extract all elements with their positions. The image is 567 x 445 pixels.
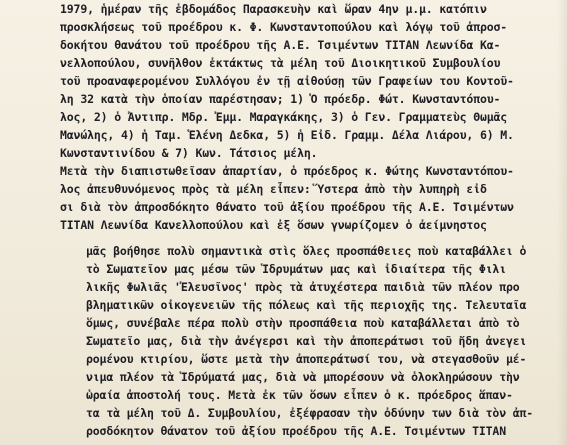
text-line: ΤΙΤΑΝ Λεωνίδα Κανελλοπούλου καὶ ἐξ ὅσων γνωρίζομεν ὁ ἀείμνηστος xyxy=(60,218,487,232)
text-line: λη 32 κατὰ τὴν ὁποίαν παρέστησαν; 1) Ὁ πρόεδρ. Φώτ. Κωνσταντόπου- xyxy=(60,92,501,106)
text-line: Σωματεῖο μας, διὰ τὴν ἀνέγερσι καὶ τὴν ἀποπεράτωσι τοῦ ἤδη ἀνεγει xyxy=(86,334,527,348)
text-line: Μανώλης, 4) ἡ Ταμ. Ἑλένη Δεδκα, 5) ἡ Εἰδ. Γραμμ. Δέλα Λιάρου, 6) Μ. xyxy=(60,128,514,142)
text-line: βληματικῶν οἰκογενειῶν τῆς πόλεως καὶ τῆς περιοχῆς της. Τελευταῖα xyxy=(86,298,527,312)
text-line: 1979, ἡμέραν τῆς ἑβδομάδος Παρασκευὴν καὶ ὥραν 4ην μ.μ. κατόπιν xyxy=(60,2,487,16)
text-line: ὅμως, συνέβαλε πέρα πολὺ στὴν προσπάθεια ποὺ καταβάλλεται ἀπὸ τὸ xyxy=(86,316,520,330)
text-line: ὡραία ἀποστολή τους. Μετὰ ἐκ τῶν ὅσων εἶπεν ὁ κ. πρόεδρος ἅπαν- xyxy=(86,388,513,402)
text-line: λος, 2) ὁ Ἀντιπρ. Μδρ. Ἐμμ. Μαραγκάκης, 3) ὁ Γεν. Γραμματεὺς Θωμᾶς xyxy=(60,110,508,124)
text-line: νελλοπούλου, συνῆλθον ἐκτάκτως τὰ μέλη τοῦ Διοικητικοῦ Συμβουλίου xyxy=(60,56,501,70)
text-line: τὸ Σωματεῖον μας μέσω τῶν Ἱδρυμάτων μας καὶ ἰδιαίτερα τῆς Φιλι xyxy=(86,262,506,276)
text-line: τοῦ προαναφερομένου Συλλόγου ἐν τῇ αἰθούσῃ τῶν Γραφείων του Κοντοῦ- xyxy=(60,74,514,88)
text-line: νιμα πλέον τὰ Ἱδρύματά μας, διὰ νὰ μπορέσουν νὰ ὁλοκληρώσουν τὴν xyxy=(86,370,520,384)
text-line: δοκήτου θανάτου τοῦ προέδρου τῆς Α.Ε. Τσιμέντων ΤΙΤΑΝ Λεωνίδα Κα- xyxy=(60,38,501,52)
paper-edge-shadow xyxy=(557,0,567,445)
text-line: σι διὰ τὸν ἀπροσδόκητο θάνατο τοῦ ἀξίου προέδρου τῆς Α.Ε. Τσιμέντων xyxy=(60,200,514,214)
text-line: Μετὰ τὴν διαπιστωθεῖσαν ἀπαρτίαν, ὁ πρόεδρος κ. Φώτης Κωνσταντόπου- xyxy=(60,164,514,178)
text-line: λος ἀπευθυνόμενος πρὸς τὰ μέλη εἶπεν: Ὕστερα ἀπὸ τὴν λυπηρὴ εἰδ xyxy=(60,182,487,196)
text-line: ροσδόκητον θάνατον τοῦ ἀξίου προέδρου τῆς Α.Ε. Τσιμέντων ΤΙΤΑΝ xyxy=(86,424,506,438)
text-line: ρομένου κτιρίου, ὥστε μετὰ τὴν ἀποπεράτωσί του, νὰ στεγασθοῦν μέ- xyxy=(86,352,527,366)
text-line: Κωνσταντινίδου & 7) Κων. Τάτσιος μέλη. xyxy=(60,146,318,160)
text-line: τα τὰ μέλη τοῦ Δ. Συμβουλίου, ἐξέφρασαν τὴν ὀδύνην των διὰ τὸν ἀπ- xyxy=(86,406,534,420)
text-line: λικῆς Φωλιᾶς 'Ἐλευσῖνος' πρὸς τὰ ἀτυχέστερα παιδιὰ τῶν πλέον προ xyxy=(86,280,520,294)
text-line: προσκλήσεως τοῦ προέδρου κ. Φ. Κωνσταντοπούλου καὶ λόγῳ τοῦ ἀπροσ- xyxy=(60,20,508,34)
text-line: μᾶς βοήθησε πολὺ σημαντικὰ στὶς ὅλες προσπάθειες ποὺ καταβάλλει ὁ xyxy=(86,244,527,258)
